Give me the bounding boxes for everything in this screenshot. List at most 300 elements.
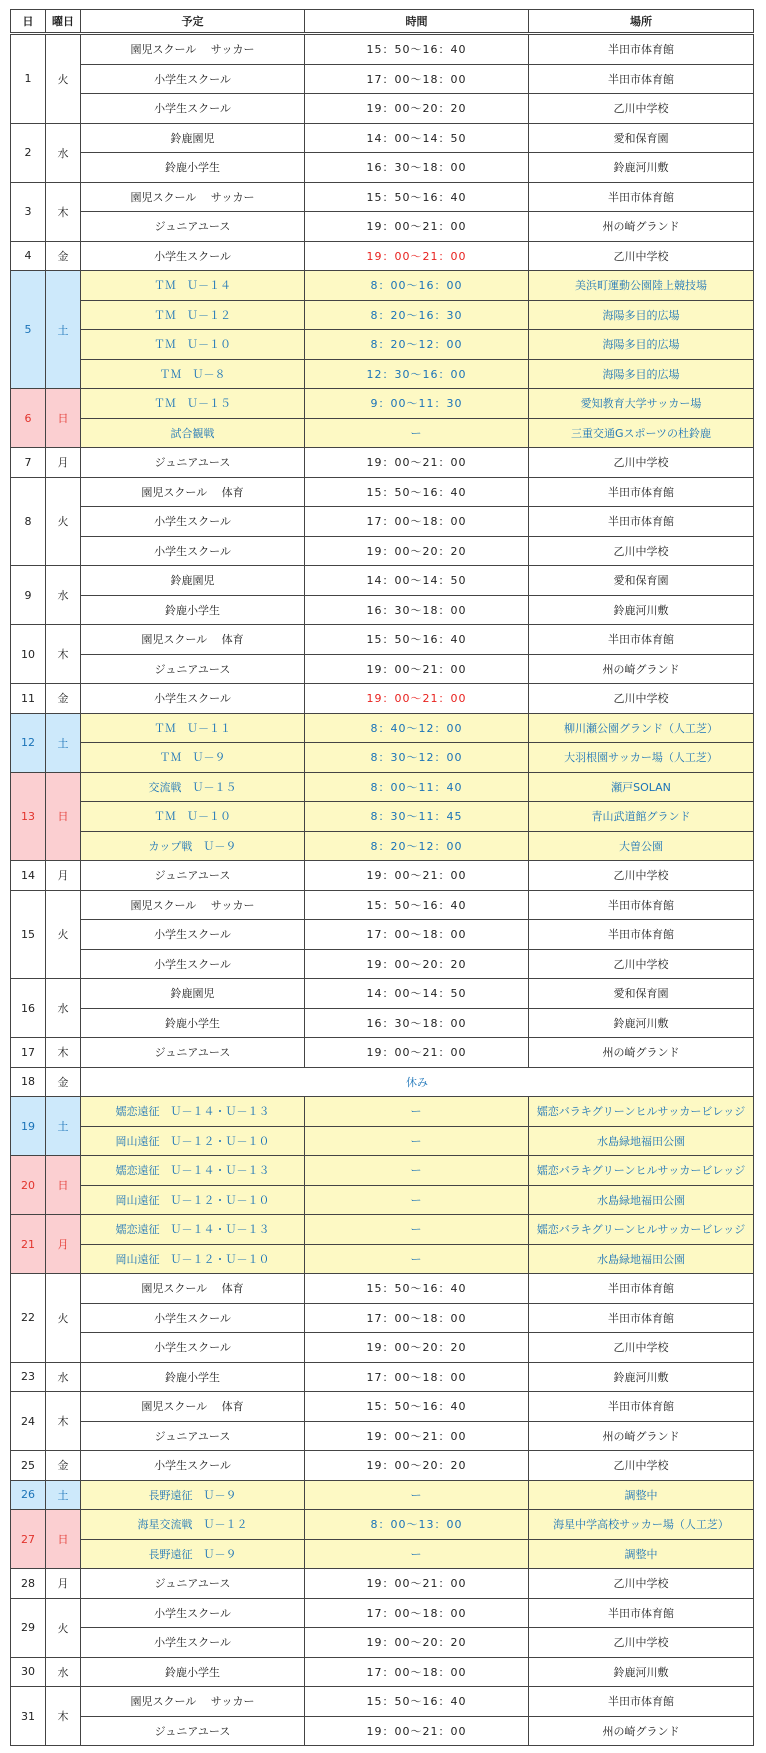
time-cell: ー [305, 1215, 529, 1245]
event-cell: ＴＭ Ｕ－９ [81, 743, 305, 773]
time-cell: 19：00〜21：00 [305, 654, 529, 684]
schedule-table [10, 9, 754, 1746]
holiday-cell: 休み [81, 1067, 754, 1097]
day-cell: 21 [11, 1215, 46, 1274]
place-cell: 海陽多目的広場 [529, 359, 754, 389]
event-cell: 鈴鹿小学生 [81, 1362, 305, 1392]
table-row [11, 182, 754, 212]
event-cell: 鈴鹿小学生 [81, 1008, 305, 1038]
place-cell: 乙川中学校 [529, 94, 754, 124]
table-row [11, 1156, 754, 1186]
event-cell: 長野遠征 Ｕ－９ [81, 1539, 305, 1569]
day-cell: 17 [11, 1038, 46, 1068]
day-cell: 10 [11, 625, 46, 684]
place-cell: 水島緑地福田公園 [529, 1185, 754, 1215]
place-cell: 州の崎グランド [529, 1038, 754, 1068]
weekday-cell: 金 [46, 684, 81, 714]
event-cell: 小学生スクール [81, 1303, 305, 1333]
weekday-cell: 水 [46, 979, 81, 1038]
day-cell: 14 [11, 861, 46, 891]
weekday-cell: 月 [46, 1569, 81, 1599]
event-cell: ジュニアユース [81, 448, 305, 478]
time-cell: 19：00〜21：00 [305, 1421, 529, 1451]
header-day: 日 [11, 10, 46, 34]
place-cell: 半田市体育館 [529, 1598, 754, 1628]
place-cell: 乙川中学校 [529, 861, 754, 891]
table-row [11, 536, 754, 566]
time-cell: 16：30〜18：00 [305, 153, 529, 183]
weekday-cell: 日 [46, 389, 81, 448]
place-cell: 鈴鹿河川敷 [529, 1008, 754, 1038]
event-cell: 小学生スクール [81, 1628, 305, 1658]
event-cell: 園児スクール 体育 [81, 1274, 305, 1304]
event-cell: 小学生スクール [81, 1451, 305, 1481]
event-cell: ジュニアユース [81, 654, 305, 684]
time-cell: 8：00〜13：00 [305, 1510, 529, 1540]
weekday-cell: 金 [46, 1451, 81, 1481]
time-cell: 12：30〜16：00 [305, 359, 529, 389]
place-cell: 半田市体育館 [529, 1303, 754, 1333]
table-row [11, 418, 754, 448]
event-cell: 海星交流戦 Ｕ－１２ [81, 1510, 305, 1540]
place-cell: 愛和保育園 [529, 123, 754, 153]
day-cell: 20 [11, 1156, 46, 1215]
event-cell: 園児スクール サッカー [81, 182, 305, 212]
table-row [11, 1185, 754, 1215]
time-cell: 19：00〜21：00 [305, 448, 529, 478]
header-time: 時間 [305, 10, 529, 34]
time-cell: 17：00〜18：00 [305, 1598, 529, 1628]
event-cell: 鈴鹿園児 [81, 123, 305, 153]
event-cell: ＴＭ Ｕ－１１ [81, 713, 305, 743]
place-cell: 半田市体育館 [529, 890, 754, 920]
table-row [11, 1244, 754, 1274]
table-row [11, 1480, 754, 1510]
day-cell: 19 [11, 1097, 46, 1156]
event-cell: ＴＭ Ｕ－１０ [81, 802, 305, 832]
time-cell: 17：00〜18：00 [305, 1657, 529, 1687]
day-cell: 30 [11, 1657, 46, 1687]
event-cell: 鈴鹿園児 [81, 979, 305, 1009]
time-cell: 19：00〜21：00 [305, 861, 529, 891]
time-cell: 17：00〜18：00 [305, 1362, 529, 1392]
day-cell: 31 [11, 1687, 46, 1746]
time-cell: 8：30〜11：45 [305, 802, 529, 832]
time-cell: 15：50〜16：40 [305, 477, 529, 507]
time-cell: 15：50〜16：40 [305, 182, 529, 212]
place-cell: 三重交通Gスポーツの杜鈴鹿 [529, 418, 754, 448]
event-cell: 小学生スクール [81, 507, 305, 537]
table-row [11, 684, 754, 714]
time-cell: 8：00〜16：00 [305, 271, 529, 301]
place-cell: 調整中 [529, 1480, 754, 1510]
event-cell: ＴＭ Ｕ－１４ [81, 271, 305, 301]
time-cell: 19：00〜20：20 [305, 949, 529, 979]
place-cell: 海陽多目的広場 [529, 300, 754, 330]
table-row [11, 64, 754, 94]
place-cell: 海星中学高校サッカー場（人工芝） [529, 1510, 754, 1540]
weekday-cell: 木 [46, 1392, 81, 1451]
event-cell: 交流戦 Ｕ－１５ [81, 772, 305, 802]
table-row [11, 920, 754, 950]
time-cell: 14：00〜14：50 [305, 979, 529, 1009]
time-cell: 19：00〜20：20 [305, 1333, 529, 1363]
table-row [11, 241, 754, 271]
header-place: 場所 [529, 10, 754, 34]
event-cell: 鈴鹿小学生 [81, 153, 305, 183]
place-cell: 半田市体育館 [529, 34, 754, 65]
event-cell: ＴＭ Ｕ－１２ [81, 300, 305, 330]
place-cell: 乙川中学校 [529, 1628, 754, 1658]
place-cell: 鈴鹿河川敷 [529, 1362, 754, 1392]
event-cell: 小学生スクール [81, 920, 305, 950]
table-row [11, 1598, 754, 1628]
time-cell: 19：00〜21：00 [305, 684, 529, 714]
time-cell: ー [305, 1156, 529, 1186]
time-cell: 15：50〜16：40 [305, 1687, 529, 1717]
place-cell: 嬬恋バラキグリーンヒルサッカービレッジ [529, 1097, 754, 1127]
place-cell: 愛和保育園 [529, 979, 754, 1009]
day-cell: 5 [11, 271, 46, 389]
table-row [11, 654, 754, 684]
weekday-cell: 水 [46, 1362, 81, 1392]
place-cell: 愛知教育大学サッカー場 [529, 389, 754, 419]
place-cell: 州の崎グランド [529, 1421, 754, 1451]
place-cell: 調整中 [529, 1539, 754, 1569]
weekday-cell: 火 [46, 1598, 81, 1657]
time-cell: 19：00〜21：00 [305, 1038, 529, 1068]
time-cell: 14：00〜14：50 [305, 123, 529, 153]
table-row [11, 1451, 754, 1481]
event-cell: ＴＭ Ｕ－１０ [81, 330, 305, 360]
place-cell: 半田市体育館 [529, 1274, 754, 1304]
table-row [11, 1539, 754, 1569]
table-row [11, 713, 754, 743]
place-cell: 半田市体育館 [529, 1392, 754, 1422]
event-cell: 園児スクール サッカー [81, 34, 305, 65]
weekday-cell: 日 [46, 1510, 81, 1569]
event-cell: 小学生スクール [81, 1598, 305, 1628]
table-row [11, 1215, 754, 1245]
time-cell: 15：50〜16：40 [305, 34, 529, 65]
event-cell: 小学生スクール [81, 536, 305, 566]
weekday-cell: 金 [46, 1067, 81, 1097]
place-cell: 水島緑地福田公園 [529, 1126, 754, 1156]
day-cell: 28 [11, 1569, 46, 1599]
table-row [11, 1097, 754, 1127]
place-cell: 嬬恋バラキグリーンヒルサッカービレッジ [529, 1156, 754, 1186]
table-row [11, 1657, 754, 1687]
place-cell: 乙川中学校 [529, 1569, 754, 1599]
event-cell: 嬬恋遠征 Ｕ－１４・Ｕ－１３ [81, 1097, 305, 1127]
table-row [11, 1333, 754, 1363]
event-cell: 小学生スクール [81, 684, 305, 714]
place-cell: 州の崎グランド [529, 654, 754, 684]
place-cell: 半田市体育館 [529, 920, 754, 950]
weekday-cell: 木 [46, 182, 81, 241]
table-row [11, 389, 754, 419]
event-cell: カップ戦 Ｕ－９ [81, 831, 305, 861]
day-cell: 26 [11, 1480, 46, 1510]
time-cell: 8：20〜12：00 [305, 831, 529, 861]
place-cell: 州の崎グランド [529, 212, 754, 242]
event-cell: 嬬恋遠征 Ｕ－１４・Ｕ－１３ [81, 1156, 305, 1186]
event-cell: 鈴鹿園児 [81, 566, 305, 596]
table-row [11, 1687, 754, 1717]
place-cell: 鈴鹿河川敷 [529, 1657, 754, 1687]
place-cell: 青山武道館グランド [529, 802, 754, 832]
table-row [11, 448, 754, 478]
time-cell: 8：20〜16：30 [305, 300, 529, 330]
place-cell: 瀬戸SOLAN [529, 772, 754, 802]
place-cell: 州の崎グランド [529, 1716, 754, 1746]
weekday-cell: 火 [46, 1274, 81, 1363]
time-cell: ー [305, 418, 529, 448]
place-cell: 愛和保育園 [529, 566, 754, 596]
time-cell: ー [305, 1097, 529, 1127]
day-cell: 7 [11, 448, 46, 478]
table-row [11, 1392, 754, 1422]
event-cell: ジュニアユース [81, 1038, 305, 1068]
table-row [11, 477, 754, 507]
event-cell: ＴＭ Ｕ－１５ [81, 389, 305, 419]
place-cell: 水島緑地福田公園 [529, 1244, 754, 1274]
table-row [11, 802, 754, 832]
place-cell: 乙川中学校 [529, 536, 754, 566]
table-row [11, 772, 754, 802]
time-cell: 19：00〜21：00 [305, 212, 529, 242]
place-cell: 半田市体育館 [529, 477, 754, 507]
place-cell: 乙川中学校 [529, 448, 754, 478]
time-cell: 17：00〜18：00 [305, 64, 529, 94]
table-row [11, 566, 754, 596]
table-row [11, 1569, 754, 1599]
event-cell: 小学生スクール [81, 1333, 305, 1363]
event-cell: 園児スクール サッカー [81, 1687, 305, 1717]
place-cell: 半田市体育館 [529, 64, 754, 94]
table-row [11, 1421, 754, 1451]
table-row [11, 861, 754, 891]
weekday-cell: 水 [46, 566, 81, 625]
time-cell: 8：40〜12：00 [305, 713, 529, 743]
time-cell: 19：00〜21：00 [305, 1716, 529, 1746]
place-cell: 乙川中学校 [529, 684, 754, 714]
time-cell: 19：00〜20：20 [305, 1628, 529, 1658]
time-cell: 19：00〜20：20 [305, 536, 529, 566]
time-cell: 17：00〜18：00 [305, 920, 529, 950]
event-cell: 園児スクール 体育 [81, 477, 305, 507]
day-cell: 18 [11, 1067, 46, 1097]
time-cell: 19：00〜21：00 [305, 1569, 529, 1599]
weekday-cell: 日 [46, 772, 81, 861]
time-cell: 15：50〜16：40 [305, 625, 529, 655]
weekday-cell: 日 [46, 1156, 81, 1215]
time-cell: ー [305, 1185, 529, 1215]
header-event: 予定 [81, 10, 305, 34]
table-row [11, 1303, 754, 1333]
table-row [11, 1067, 754, 1097]
place-cell: 半田市体育館 [529, 1687, 754, 1717]
table-row [11, 1510, 754, 1540]
place-cell: 海陽多目的広場 [529, 330, 754, 360]
weekday-cell: 土 [46, 1480, 81, 1510]
time-cell: 15：50〜16：40 [305, 1392, 529, 1422]
weekday-cell: 月 [46, 861, 81, 891]
place-cell: 大曽公園 [529, 831, 754, 861]
table-row [11, 123, 754, 153]
time-cell: 17：00〜18：00 [305, 1303, 529, 1333]
table-row [11, 890, 754, 920]
table-row [11, 743, 754, 773]
time-cell: 8：30〜12：00 [305, 743, 529, 773]
place-cell: 乙川中学校 [529, 1333, 754, 1363]
event-cell: 岡山遠征 Ｕ－１２・Ｕ－１０ [81, 1185, 305, 1215]
weekday-cell: 月 [46, 1215, 81, 1274]
table-row [11, 1008, 754, 1038]
weekday-cell: 木 [46, 625, 81, 684]
time-cell: 8：00〜11：40 [305, 772, 529, 802]
day-cell: 6 [11, 389, 46, 448]
table-row [11, 1362, 754, 1392]
event-cell: 鈴鹿小学生 [81, 1657, 305, 1687]
day-cell: 9 [11, 566, 46, 625]
day-cell: 3 [11, 182, 46, 241]
weekday-cell: 土 [46, 713, 81, 772]
event-cell: 小学生スクール [81, 64, 305, 94]
time-cell: 14：00〜14：50 [305, 566, 529, 596]
schedule-body [11, 34, 754, 1746]
time-cell: 19：00〜20：20 [305, 1451, 529, 1481]
place-cell: 乙川中学校 [529, 1451, 754, 1481]
event-cell: 岡山遠征 Ｕ－１２・Ｕ－１０ [81, 1244, 305, 1274]
day-cell: 29 [11, 1598, 46, 1657]
weekday-cell: 木 [46, 1038, 81, 1068]
event-cell: ジュニアユース [81, 212, 305, 242]
time-cell: 17：00〜18：00 [305, 507, 529, 537]
table-row [11, 34, 754, 65]
weekday-cell: 金 [46, 241, 81, 271]
time-cell: 15：50〜16：40 [305, 1274, 529, 1304]
table-row [11, 1628, 754, 1658]
weekday-cell: 土 [46, 271, 81, 389]
weekday-cell: 水 [46, 123, 81, 182]
day-cell: 11 [11, 684, 46, 714]
event-cell: ジュニアユース [81, 1569, 305, 1599]
place-cell: 嬬恋バラキグリーンヒルサッカービレッジ [529, 1215, 754, 1245]
day-cell: 25 [11, 1451, 46, 1481]
event-cell: 鈴鹿小学生 [81, 595, 305, 625]
weekday-cell: 月 [46, 448, 81, 478]
day-cell: 27 [11, 1510, 46, 1569]
table-row [11, 1716, 754, 1746]
place-cell: 鈴鹿河川敷 [529, 595, 754, 625]
table-row [11, 212, 754, 242]
time-cell: ー [305, 1126, 529, 1156]
event-cell: ジュニアユース [81, 1421, 305, 1451]
weekday-cell: 火 [46, 34, 81, 124]
table-row [11, 507, 754, 537]
day-cell: 2 [11, 123, 46, 182]
table-row [11, 330, 754, 360]
place-cell: 乙川中学校 [529, 241, 754, 271]
event-cell: 園児スクール 体育 [81, 1392, 305, 1422]
table-row [11, 271, 754, 301]
time-cell: 8：20〜12：00 [305, 330, 529, 360]
day-cell: 1 [11, 34, 46, 124]
table-row [11, 979, 754, 1009]
time-cell: 9：00〜11：30 [305, 389, 529, 419]
event-cell: 嬬恋遠征 Ｕ－１４・Ｕ－１３ [81, 1215, 305, 1245]
time-cell: ー [305, 1244, 529, 1274]
place-cell: 乙川中学校 [529, 949, 754, 979]
event-cell: ジュニアユース [81, 861, 305, 891]
place-cell: 半田市体育館 [529, 507, 754, 537]
table-row [11, 595, 754, 625]
time-cell: ー [305, 1539, 529, 1569]
weekday-cell: 火 [46, 477, 81, 566]
place-cell: 柳川瀬公園グランド（人工芝） [529, 713, 754, 743]
day-cell: 4 [11, 241, 46, 271]
day-cell: 8 [11, 477, 46, 566]
event-cell: ＴＭ Ｕ－８ [81, 359, 305, 389]
time-cell: 16：30〜18：00 [305, 1008, 529, 1038]
weekday-cell: 火 [46, 890, 81, 979]
day-cell: 24 [11, 1392, 46, 1451]
place-cell: 半田市体育館 [529, 625, 754, 655]
header-weekday: 曜日 [46, 10, 81, 34]
event-cell: ジュニアユース [81, 1716, 305, 1746]
time-cell: 16：30〜18：00 [305, 595, 529, 625]
event-cell: 園児スクール 体育 [81, 625, 305, 655]
day-cell: 15 [11, 890, 46, 979]
weekday-cell: 木 [46, 1687, 81, 1746]
event-cell: 小学生スクール [81, 949, 305, 979]
table-row [11, 359, 754, 389]
time-cell: 15：50〜16：40 [305, 890, 529, 920]
time-cell: 19：00〜20：20 [305, 94, 529, 124]
table-row [11, 949, 754, 979]
day-cell: 16 [11, 979, 46, 1038]
event-cell: 園児スクール サッカー [81, 890, 305, 920]
place-cell: 大羽根園サッカー場（人工芝） [529, 743, 754, 773]
event-cell: 岡山遠征 Ｕ－１２・Ｕ－１０ [81, 1126, 305, 1156]
day-cell: 23 [11, 1362, 46, 1392]
time-cell: 19：00〜21：00 [305, 241, 529, 271]
place-cell: 半田市体育館 [529, 182, 754, 212]
event-cell: 長野遠征 Ｕ－９ [81, 1480, 305, 1510]
table-row [11, 625, 754, 655]
table-row [11, 1126, 754, 1156]
place-cell: 鈴鹿河川敷 [529, 153, 754, 183]
event-cell: 小学生スクール [81, 94, 305, 124]
table-row [11, 94, 754, 124]
day-cell: 22 [11, 1274, 46, 1363]
day-cell: 12 [11, 713, 46, 772]
schedule-header [11, 10, 754, 34]
weekday-cell: 土 [46, 1097, 81, 1156]
table-row [11, 300, 754, 330]
day-cell: 13 [11, 772, 46, 861]
header-row [11, 10, 754, 34]
event-cell: 小学生スクール [81, 241, 305, 271]
place-cell: 美浜町運動公園陸上競技場 [529, 271, 754, 301]
table-row [11, 1274, 754, 1304]
weekday-cell: 水 [46, 1657, 81, 1687]
time-cell: ー [305, 1480, 529, 1510]
event-cell: 試合観戦 [81, 418, 305, 448]
table-row [11, 153, 754, 183]
table-row [11, 1038, 754, 1068]
